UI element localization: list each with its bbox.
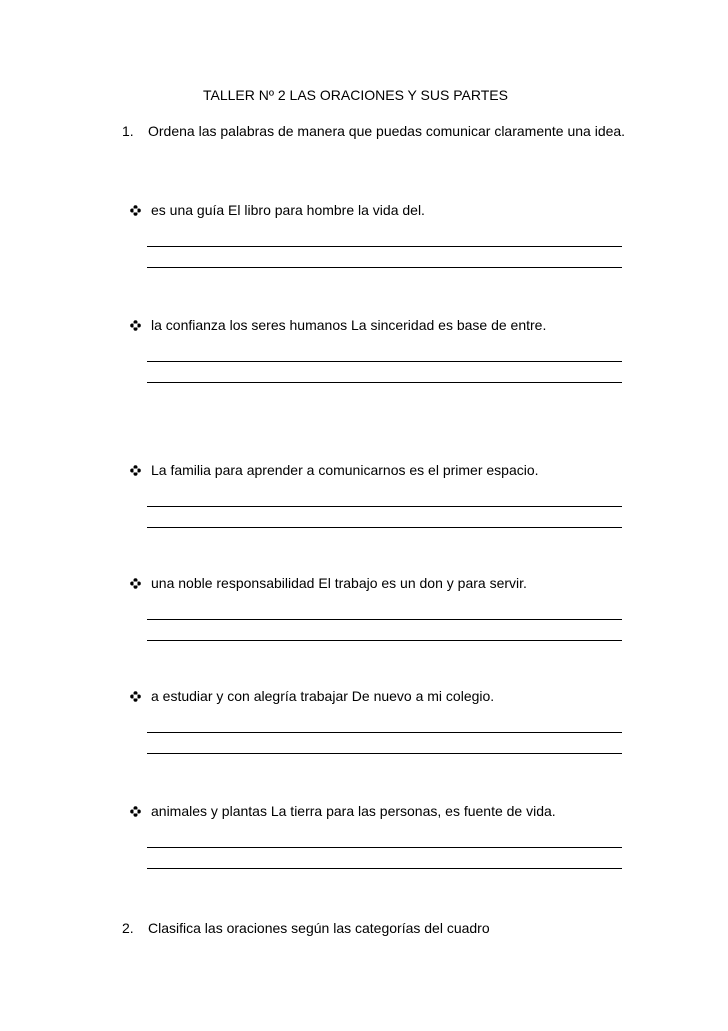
answer-line[interactable] <box>147 507 622 528</box>
exercise-item <box>130 801 630 869</box>
answer-line[interactable] <box>147 486 622 507</box>
diamond-bullet-icon <box>130 806 141 817</box>
answer-line[interactable] <box>147 247 622 268</box>
answer-line[interactable] <box>147 733 622 754</box>
exercise-item <box>130 686 630 754</box>
diamond-bullet-icon <box>130 578 141 589</box>
answer-line[interactable] <box>147 599 622 620</box>
answer-line[interactable] <box>147 362 622 383</box>
answer-line[interactable] <box>147 827 622 848</box>
item-text: La familia para aprender a comunicarnos es el primer espacio. <box>151 462 539 478</box>
answer-line[interactable] <box>147 712 622 733</box>
page-title: TALLER Nº 2 LAS ORACIONES Y SUS PARTES <box>203 87 508 103</box>
answer-line[interactable] <box>147 848 622 869</box>
exercise-item <box>130 573 630 641</box>
item-text: animales y plantas La tierra para las personas, es fuente de vida. <box>151 803 556 819</box>
exercise-item <box>130 460 630 528</box>
exercise-item <box>130 315 630 383</box>
item-text: a estudiar y con alegría trabajar De nuevo a mi colegio. <box>151 688 495 704</box>
question-2-number: 2. <box>122 920 134 936</box>
item-text: es una guía El libro para hombre la vida del. <box>151 202 425 218</box>
diamond-bullet-icon <box>130 465 141 476</box>
item-text: una noble responsabilidad El trabajo es un don y para servir. <box>151 575 527 591</box>
answer-line[interactable] <box>147 226 622 247</box>
diamond-bullet-icon <box>130 205 141 216</box>
diamond-bullet-icon <box>130 691 141 702</box>
question-1-number: 1. <box>122 123 134 139</box>
question-2-text: Clasifica las oraciones según las categorías del cuadro <box>148 920 490 936</box>
diamond-bullet-icon <box>130 320 141 331</box>
question-1-text: Ordena las palabras de manera que puedas comunicar claramente una idea. <box>148 123 626 139</box>
answer-line[interactable] <box>147 341 622 362</box>
answer-line[interactable] <box>147 620 622 641</box>
item-text: la confianza los seres humanos La sinceridad es base de entre. <box>151 317 547 333</box>
exercise-item <box>130 200 630 268</box>
